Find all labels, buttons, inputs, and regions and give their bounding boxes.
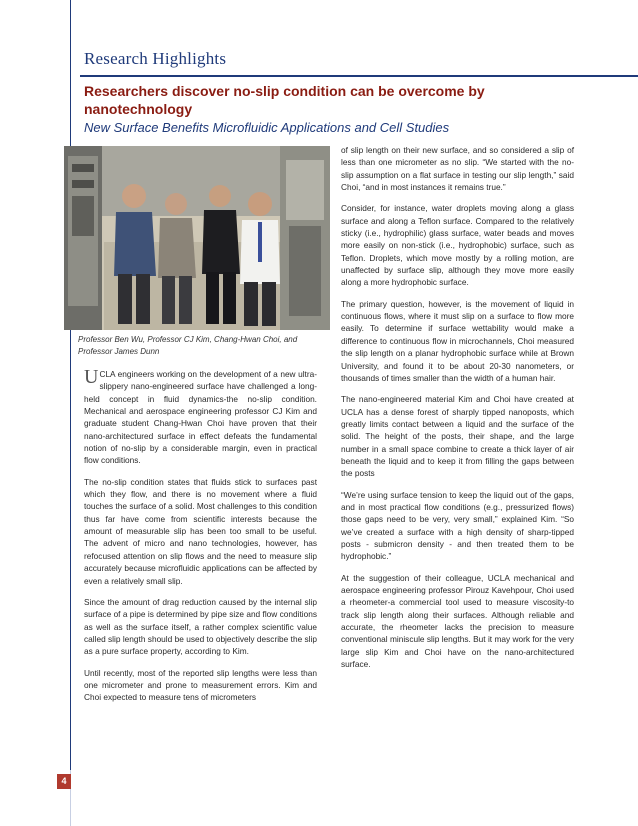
article-paragraph: Consider, for instance, water droplets moving along a glass surface and along a Teflon surface. Compared to the relatively sticky (i.e., hydrophilic) glass surface, water beads and moves more easily on non-stick (i.e., hydrophobic) surface, such as Teflon. Droplets, which move mostly by a rolling motion, are unaffected by surface slip, although they move more easily along a more hydrophobic surface. [341, 203, 574, 288]
page-number-badge: 4 [57, 774, 71, 789]
article-paragraph: “We’re using surface tension to keep the liquid out of the gaps, and in most practical flow conditions (e.g., pressurized flows) those gaps need to be very, very small,” explained Kim. “So we’ve created a surface with a high density of sharp-tipped posts - submicron density - and then treated them to be hydrophobic.” [341, 489, 574, 562]
article-paragraph: The nano-engineered material Kim and Choi have created at UCLA has a dense forest of sharply tipped nanoposts, which greatly limits contact between a liquid and the surface of the solid. The height of the posts, their shape, and the large number in a small space combine to create a thick layer of air beneath the liquid and to keep it from filling the gaps between the posts [341, 394, 574, 479]
article-column-left [84, 368, 317, 713]
article-subhead: New Surface Benefits Microfluidic Applications and Cell Studies [84, 120, 450, 135]
article-paragraph: Since the amount of drag reduction caused by the internal slip surface of a pipe is determined by pipe size and flow conditions as well as the surface itself, a rather complex scientific value called slip length should be used to objectively describe the slip as a pure surface property, according to Kim. [84, 596, 317, 657]
article-paragraph: of slip length on their new surface, and so considered a slip of less than one micrometer as no slip. “We started with the no-slip assumption on a flat surface in testing our slip length,” said Choi, “and in most instances it remains true.” [341, 145, 574, 193]
article-paragraph [84, 368, 317, 467]
article-paragraph: The no-slip condition states that fluids stick to surfaces past which they flow, and there is no movement where a fluid touches the surface of a solid. Most challenges to this condition thus far have come from scientific interests because the amount of measurable slip has been too small to be useful. The advent of micro and nano technologies, however, has refocused attention on slip flows and the need to measure slip accurately because microfluidic applications can be affected by even a relatively small slip. [84, 476, 317, 586]
left-margin-rule [70, 0, 71, 826]
article-paragraph: At the suggestion of their colleague, UCLA mechanical and aerospace engineering professor Pirouz Kavehpour, Choi used a rheometer-a commercial tool used to measure viscosity-to track slip length along their surfaces. Although reliable and accurate, the rheometer lacks the precision to measure conventional miniscule slip lengths. But it may work for the very large slip Kim and Choi have on the nano-architectured surface. [341, 572, 574, 670]
paragraph-text: CLA engineers working on the development of a new ultra-slippery nano-engineered surface have challenged a long-held concept in fluid dynamics-the no-slip condition. Mechanical and aerospace engineering professor CJ Kim and graduate student Chang-Hwan Choi have proven that their nano-architectured surface in effect defeats the fundamental notion of no-slip by a considerable margin, even in practical flow conditions. [84, 369, 317, 466]
article-column-right [341, 144, 574, 679]
article-paragraph: The primary question, however, is the movement of liquid in continuous flows, where it must slip on a surface to flow more easily. To determine if surface wettability would make a difference to continuous flow in microchannels, Choi measured the slip length on a planar hydrophobic surface while at Brown University, and found it to be about 20-30 nanometers, or thousands of times smaller than the width of a human hair. [341, 298, 574, 383]
section-title: Research Highlights [84, 49, 227, 68]
researchers-photo-illustration [64, 146, 330, 330]
researchers-photo [64, 146, 330, 330]
article-paragraph: Until recently, most of the reported slip lengths were less than one micrometer and prone to measurement errors. Kim and Choi expected to measure tens of micrometers [84, 667, 317, 703]
photo-caption: Professor Ben Wu, Professor CJ Kim, Chang-Hwan Choi, and Professor James Dunn [78, 335, 298, 356]
drop-cap: U [84, 366, 99, 388]
article-headline: Researchers discover no-slip condition can be overcome by nanotechnology [84, 83, 485, 117]
section-divider [80, 75, 638, 77]
